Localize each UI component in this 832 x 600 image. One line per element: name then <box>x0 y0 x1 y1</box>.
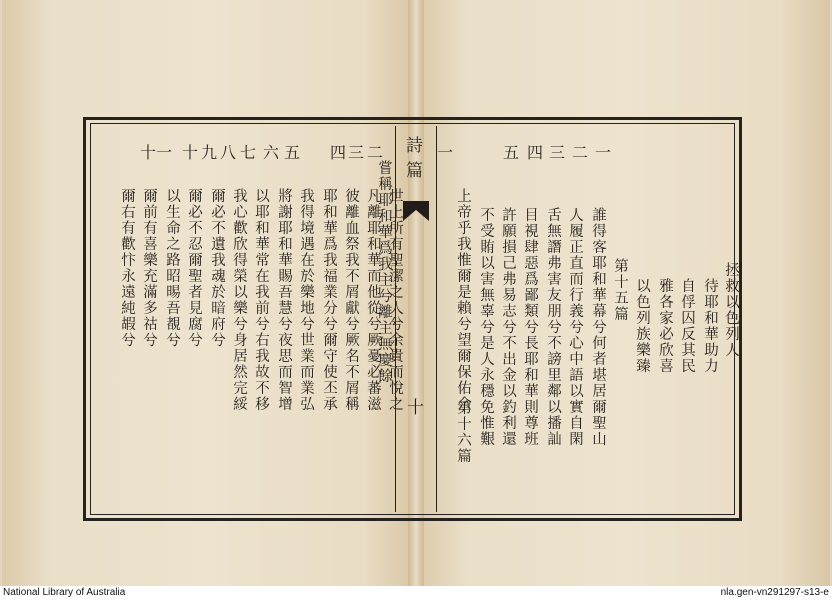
text-column: 爾必不忍爾聖者見腐兮 <box>186 188 202 348</box>
verse-number: 十一 <box>140 143 173 162</box>
text-column: 爾必不遺我魂於暗府兮 <box>209 188 225 348</box>
verse-number: 一 <box>437 143 454 162</box>
verse-number: 二 <box>367 143 384 162</box>
text-column: 彼離血祭我不屑獻兮厥名不屑稱 <box>343 188 359 412</box>
text-column: 世上所有聖潔之人兮余貴而悅之 <box>387 188 403 412</box>
text-column: 嘗稱耶和華爲我主兮離主無慶餘 <box>376 160 392 384</box>
running-title: 詩篇 <box>402 136 422 186</box>
text-column: 將謝耶和華賜吾慧兮夜思而智增 <box>276 188 292 412</box>
verse-number: 七 <box>240 143 257 162</box>
text-column: 許願損己弗易志兮不出金以釣利還 <box>500 207 516 447</box>
footer-bar <box>0 586 832 600</box>
verse-number: 二 <box>572 143 589 162</box>
text-column: 目視肆惡爲鄙類兮長耶和華則尊班 <box>522 207 538 447</box>
text-column: 爾前有喜樂充滿多祜兮 <box>141 188 157 348</box>
text-column: 雅各家必欣喜 <box>657 278 673 374</box>
verse-number: 四 <box>330 143 347 162</box>
verse-number: 六 <box>263 143 280 162</box>
text-column: 上帝乎我惟爾是賴兮望爾保佑余 <box>455 188 471 412</box>
verse-number: 三 <box>348 143 365 162</box>
text-column: 第十五篇 <box>612 258 628 322</box>
text-column: 凡離耶和華而他從兮厥憂必蕃滋 <box>365 188 381 412</box>
text-column: 以色列族樂臻 <box>634 278 650 374</box>
text-column: 我得境遇在於樂地兮世業而業弘 <box>298 188 314 412</box>
verse-number: 八 <box>220 143 237 162</box>
footer-source: National Library of Australia <box>3 587 126 598</box>
text-column: 我心歡欣得榮以樂兮身居然完綏 <box>231 188 247 412</box>
footer-identifier: nla.gen-vn291297-s13-e <box>720 587 829 598</box>
text-column: 第十六篇 <box>455 400 471 464</box>
fishtail-mark-icon <box>402 200 430 222</box>
text-column: 以耶和華常在我前兮右我故不移 <box>253 188 269 412</box>
text-column: 以生命之路昭晹吾覩兮 <box>164 188 180 348</box>
text-column: 舌無譖弗害友朋兮不謗里鄰以播訕 <box>545 207 561 447</box>
verse-number: 五 <box>284 143 301 162</box>
verse-number: 十 <box>182 143 199 162</box>
text-column: 不受賄以害無辜兮是人永穩免惟艱 <box>478 207 494 447</box>
text-column: 爾右有歡忭永遠純嘏兮 <box>119 188 135 348</box>
verse-number: 四 <box>527 143 544 162</box>
verse-number: 五 <box>503 143 520 162</box>
text-column: 拯救以色列人 <box>723 262 739 358</box>
center-column-rule-right <box>436 126 437 512</box>
text-column: 自俘囚反其民 <box>679 278 695 374</box>
verse-number: 三 <box>549 143 566 162</box>
folio-number: 十 <box>403 398 423 415</box>
verse-number: 九 <box>201 143 218 162</box>
verse-number: 一 <box>595 143 612 162</box>
text-column: 待耶和華助力 <box>702 278 718 374</box>
text-column: 人履正直而行義兮心中語以實自閑 <box>567 207 583 447</box>
text-column: 誰得客耶和華幕兮何者堪居爾聖山 <box>590 207 606 447</box>
text-column: 耶和華爲我福業分兮爾守使丕承 <box>321 188 337 412</box>
